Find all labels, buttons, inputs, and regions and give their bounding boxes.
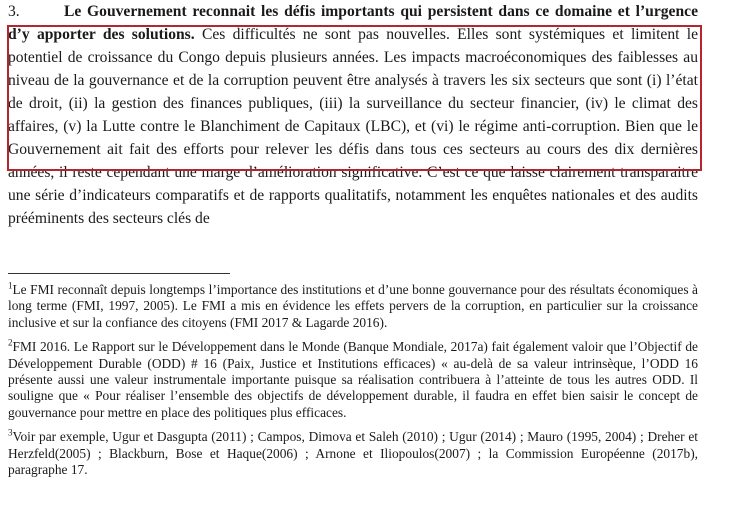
paragraph-bold-heading: Le Gouvernement reconnait les défis importants qui persistent dans ce domaine et l’urgence d’y apporter des solutions. [8, 3, 698, 43]
footnote-3 [8, 429, 698, 478]
footnote-1 [8, 282, 698, 331]
document-page [8, 0, 698, 478]
footnote-text: Voir par exemple, Ugur et Dasgupta (2011) ; Campos, Dimova et Saleh (2010) ; Ugur (2014) ; Mauro (1995, 2004) ; Dreher et Herzfeld(2005) ; Blackburn, Bose et Haque(2006) ; Arnone et Iliopoulos(2007) ; la Commission Européenne (2017b), paragraphe 17. [8, 429, 698, 478]
footnote-text: Le FMI reconnaît depuis longtemps l’importance des institutions et d’une bonne gouvernance pour des résultats économiques à long terme (FMI, 1997, 2005). Le FMI a mis en évidence les effets pervers de la corruption, en particulier sur la croissance inclusive et sur la confiance des citoyens (FMI 2017 & Lagarde 2016). [8, 282, 698, 330]
footnote-mark: 1 [8, 280, 13, 291]
paragraph-number: 3. [8, 3, 20, 20]
paragraph-body: Ces difficultés ne sont pas nouvelles. Elles sont systémiques et limitent le potentiel de croissance du Congo depuis plusieurs années. Les impacts macroéconomiques des faiblesses au niveau de la gouvernance et de la corruption peuvent être analysés à travers les six secteurs que sont (i) l’état de droit, (ii) la gestion des finances publiques, (iii) la surveillance du secteur financier, (iv) le climat des affaires, (v) la Lutte contre le Blanchiment de Capitaux (LBC), et (vi) le régime anti-corruption. Bien que le Gouvernement ait fait des efforts pour relever les défis dans tous ces secteurs au cours des dix dernières années, il reste cependant une marge d’amélioration significative. C’est ce que laisse clairement transparaitre une série d’indicateurs comparatifs et de rapports qualitatifs, notamment les enquêtes nationales et des audits prééminents des secteurs clés de [8, 26, 698, 227]
footnote-mark: 3 [8, 427, 13, 438]
footnote-mark: 2 [8, 337, 13, 348]
footnote-2 [8, 339, 698, 421]
footnote-text: FMI 2016. Le Rapport sur le Développement dans le Monde (Banque Mondiale, 2017a) fait également valoir que l’Objectif de Développement Durable (ODD) # 16 (Paix, Justice et Institutions efficaces) « au-delà de sa valeur intrinsèque, l’ODD 16 présente aussi une valeur instrumentale importante puisque sa réalisation contribuera à l’atteinte de tous les autres ODD. Il souligne que « Pour réaliser l’ensemble des objectifs de développement durable, il faudra en effet bien saisir le concept de gouvernance pour mettre en place des politiques plus efficaces. [8, 339, 698, 420]
footnote-separator [8, 273, 230, 274]
footnotes-section [8, 282, 698, 486]
main-paragraph [8, 0, 698, 230]
